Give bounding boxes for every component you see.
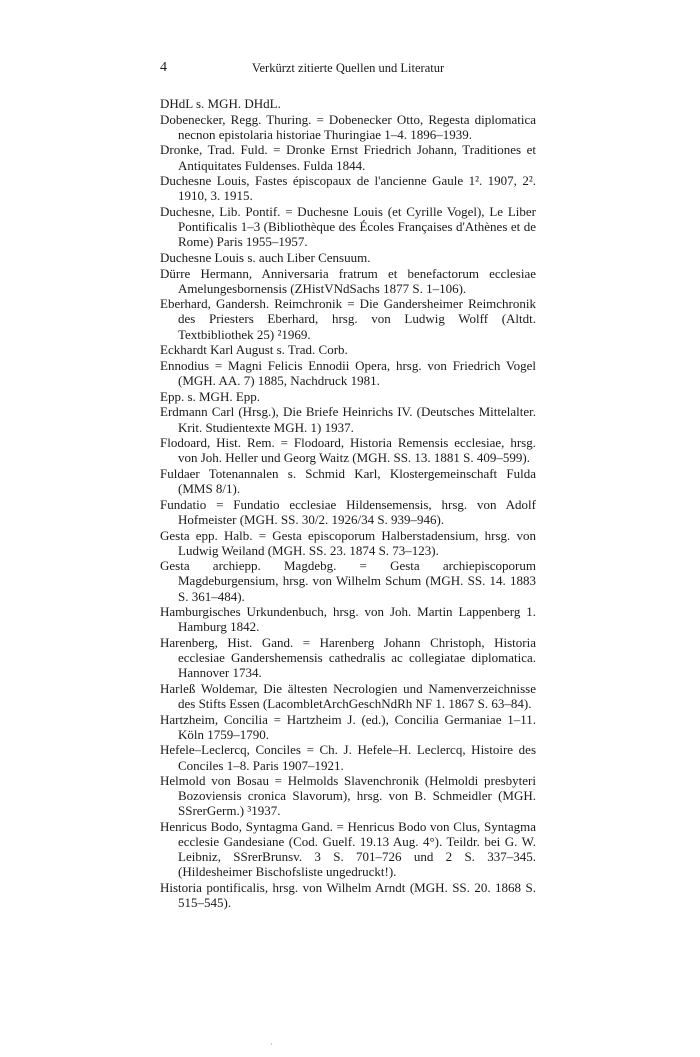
bibliography-entry: Duchesne Louis s. auch Liber Censuum.	[160, 249, 371, 265]
bibliography-entry: Ennodius = Magni Felicis Ennodii Opera, hrsg. von Friedrich Vogel (MGH. AA. 7) 1885, Nachdruck 1981.	[160, 357, 536, 389]
running-title: Verkürzt zitierte Quellen und Literatur	[251, 61, 445, 75]
bibliography-entry: Hefele–Leclercq, Conciles = Ch. J. Hefele–H. Leclercq, Histoire des Conciles 1–8. Paris 1907–1921.	[160, 742, 536, 773]
bibliography-entry: Helmold von Bosau = Helmolds Slavenchronik (Helmoldi presbyteri Bozoviensis cronica Slavorum), hrsg. von B. Schmeidler (MGH. SSrerGerm.) ³1937.	[160, 773, 536, 819]
bibliography-entry: Duchesne, Lib. Pontif. = Duchesne Louis (et Cyrille Vogel), Le Liber Pontificalis 1–3 (Bibliothèque des Écoles Françaises d'Athènes et de Rome) Paris 1955–1957.	[160, 204, 536, 250]
bibliography-entry: Erdmann Carl (Hrsg.), Die Briefe Heinrichs IV. (Deutsches Mittelalter. Krit. Studientexte MGH. 1) 1937.	[160, 404, 536, 435]
bibliography-entry: Gesta archiepp. Magdebg. = Gesta archiepiscoporum Magdeburgensium, hrsg. von Wilhelm Schum (MGH. SS. 14. 1883 S. 361–484).	[160, 558, 536, 604]
bibliography-entry: Fuldaer Totenannalen s. Schmid Karl, Klostergemeinschaft Fulda (MMS 8/1).	[160, 465, 536, 497]
bibliography-entry: Fundatio = Fundatio ecclesiae Hildensemensis, hrsg. von Adolf Hofmeister (MGH. SS. 30/2. 1926/34 S. 939–946).	[160, 496, 536, 527]
bibliography-entry: Henricus Bodo, Syntagma Gand. = Henricus Bodo von Clus, Syntagma ecclesie Gandesiane (Cod. Guelf. 19.13 Aug. 4°). Teildr. bei G. W. Leibniz, SSrerBrunsv. 3 S. 701–726 und 2 S. 337–345. (Hildesheimer Bischofsliste ungedruckt!).	[160, 819, 536, 880]
bibliography-entry: Dronke, Trad. Fuld. = Dronke Ernst Friedrich Johann, Traditiones et Antiquitates Fuldenses. Fulda 1844.	[160, 142, 536, 173]
bibliography-entry: Flodoard, Hist. Rem. = Flodoard, Historia Remensis ecclesiae, hrsg. von Joh. Heller und Georg Waitz (MGH. SS. 13. 1881 S. 409–599).	[160, 435, 536, 466]
bibliography-entry: Gesta epp. Halb. = Gesta episcoporum Halberstadensium, hrsg. von Ludwig Weiland (MGH. SS. 23. 1874 S. 73–123).	[160, 527, 536, 558]
footer-mark: ·	[270, 1040, 273, 1049]
page-header	[160, 60, 536, 78]
bibliography-entry: Harleß Woldemar, Die ältesten Necrologien und Namenverzeichnisse des Stifts Essen (LacombletArchGeschNdRh NF 1. 1867 S. 63–84).	[160, 680, 536, 711]
bibliography-entry: Duchesne Louis, Fastes épiscopaux de l'ancienne Gaule 1². 1907, 2². 1910, 3. 1915.	[160, 173, 536, 204]
bibliography-entry: Historia pontificalis, hrsg. von Wilhelm Arndt (MGH. SS. 20. 1868 S. 515–545).	[160, 880, 536, 911]
bibliography-entry: Harenberg, Hist. Gand. = Harenberg Johann Christoph, Historia ecclesiae Gandershemensis cathedralis ac collegiatae diplomatica. Hannover 1734.	[160, 634, 536, 681]
bibliography-entry: Hartzheim, Concilia = Hartzheim J. (ed.), Concilia Germaniae 1–11. Köln 1759–1790.	[160, 711, 536, 742]
bibliography-entry: Epp. s. MGH. Epp.	[160, 388, 261, 404]
bibliography-entry: Eberhard, Gandersh. Reimchronik = Die Gandersheimer Reimchronik des Priesters Eberhard, hrsg. von Ludwig Wolff (Altdt. Textbibliothek 25) ²1969.	[160, 296, 536, 342]
bibliography-entry: DHdL s. MGH. DHdL.	[160, 96, 281, 111]
bibliography-entry: Dobenecker, Regg. Thuring. = Dobenecker Otto, Regesta diplomatica necnon epistolaria historiae Thuringiae 1–4. 1896–1939.	[160, 111, 536, 142]
bibliography-entry: Dürre Hermann, Anniversaria fratrum et benefactorum ecclesiae Amelungesbornensis (ZHistVNdSachs 1877 S. 1–106).	[160, 265, 536, 296]
bibliography-entry: Hamburgisches Urkundenbuch, hrsg. von Joh. Martin Lappenberg 1. Hamburg 1842.	[160, 604, 536, 635]
bibliography-entry: Eckhardt Karl August s. Trad. Corb.	[160, 342, 348, 358]
bibliography-list	[160, 96, 536, 911]
page-number: 4	[160, 60, 167, 75]
